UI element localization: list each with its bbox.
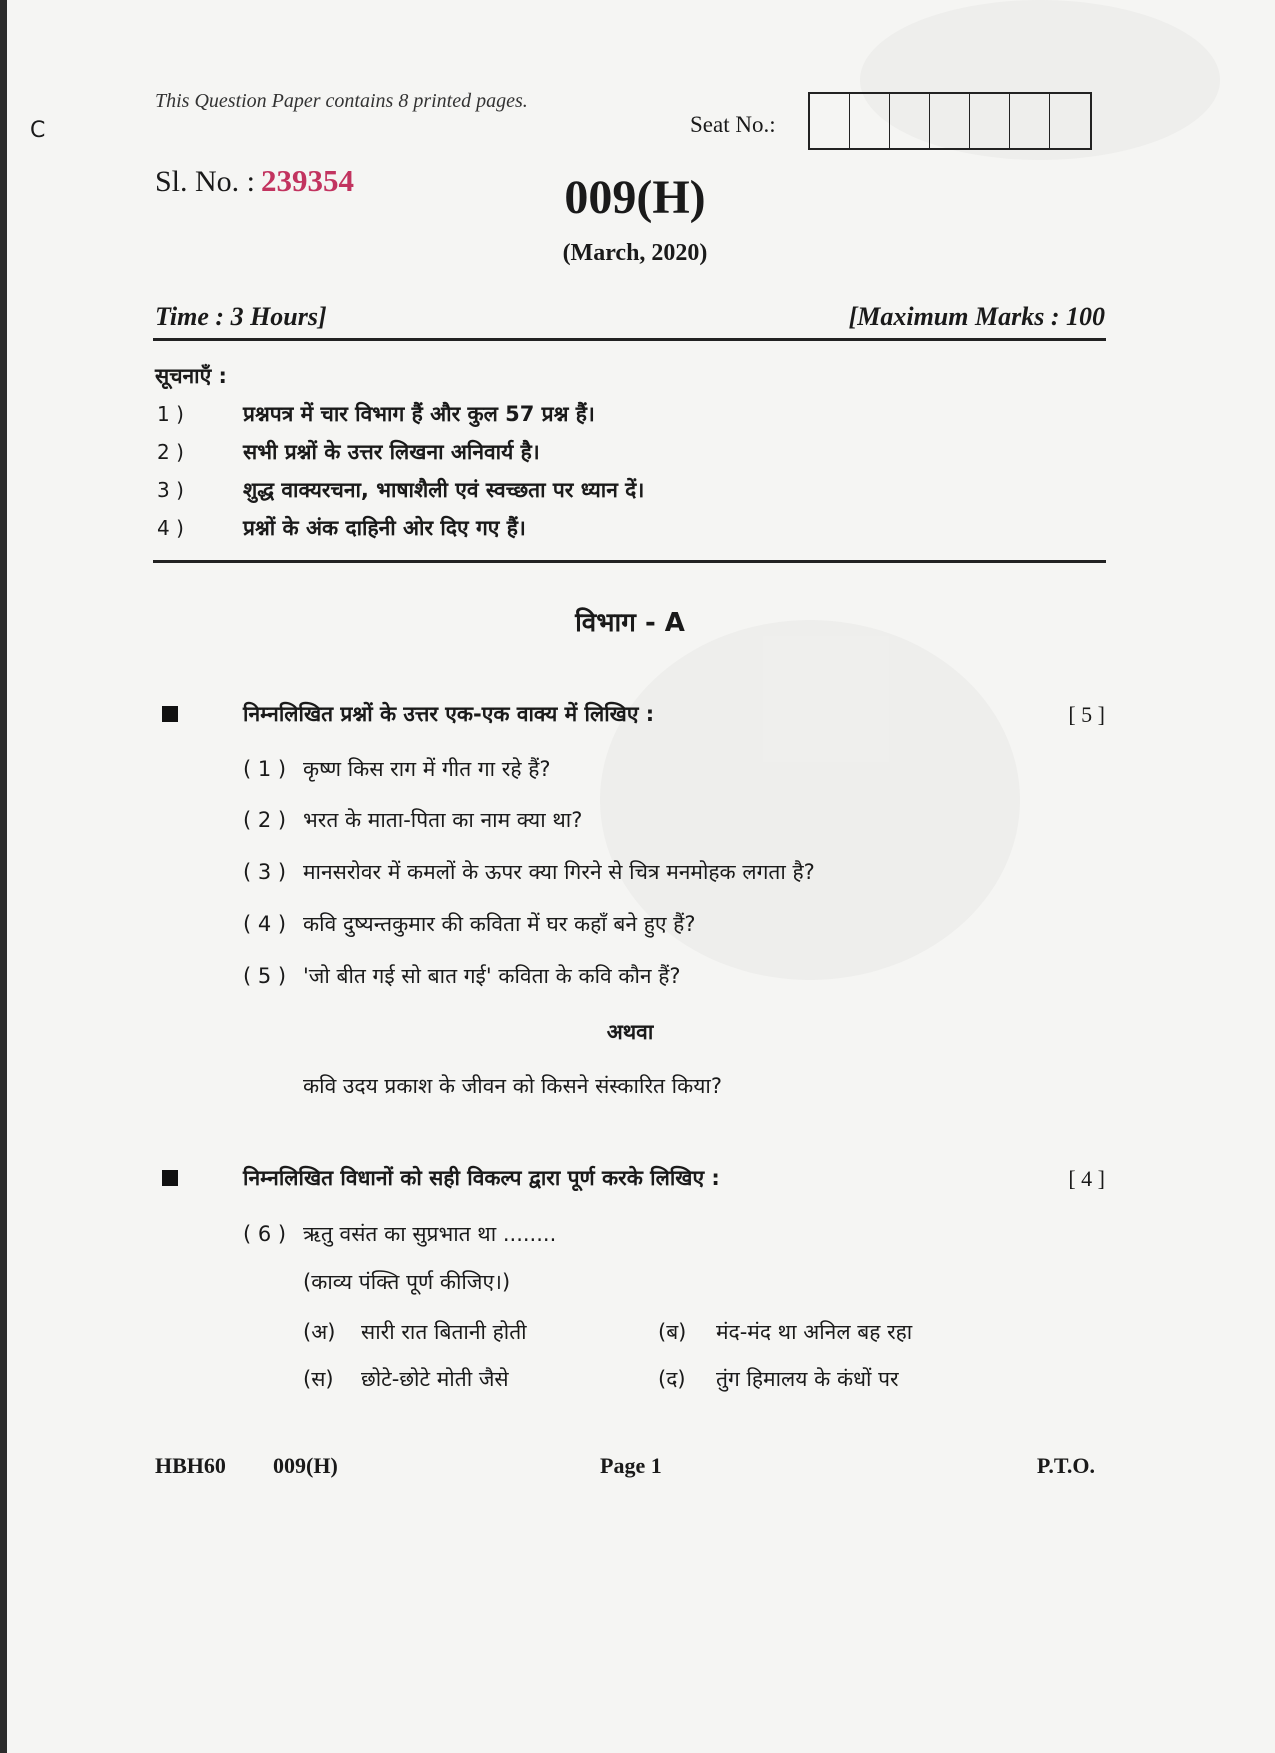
option-key: (अ) (303, 1320, 336, 1344)
alternate-question: कवि उदय प्रकाश के जीवन को किसने संस्कारित किया? (303, 1074, 723, 1098)
or-label: अथवा (606, 1020, 654, 1044)
instructions-divider (153, 560, 1106, 563)
seat-box (970, 94, 1010, 148)
please-turn-over: P.T.O. (1036, 1453, 1095, 1478)
instruction-item: सभी प्रश्नों के उत्तर लिखना अनिवार्य है। (243, 440, 540, 464)
instructions-heading: सूचनाएँ : (155, 364, 227, 388)
paper-date: (March, 2020) (562, 240, 708, 266)
seat-box (1010, 94, 1050, 148)
option-key: (द) (658, 1367, 686, 1391)
seat-number-boxes (808, 92, 1092, 150)
question-number: ( 4 ) (243, 912, 287, 936)
footer-paper-code: 009(H) (273, 1453, 338, 1478)
question-text: ऋतु वसंत का सुप्रभात था ........ (303, 1222, 557, 1246)
instruction-number: 2 ) (157, 440, 184, 464)
seat-box (850, 94, 890, 148)
question-text: भरत के माता-पिता का नाम क्या था? (303, 808, 583, 832)
seat-box (930, 94, 970, 148)
serial-number (155, 163, 354, 199)
question-number: ( 3 ) (243, 860, 287, 884)
question-heading: निम्नलिखित विधानों को सही विकल्प द्वारा पूर्ण करके लिखिए : (243, 1166, 720, 1190)
section-title: विभाग - A (575, 608, 685, 638)
question-text: मानसरोवर में कमलों के ऊपर क्या गिरने से चित्र मनमोहक लगता है? (303, 860, 815, 884)
question-heading: निम्नलिखित प्रश्नों के उत्तर एक-एक वाक्य में लिखिए : (243, 702, 655, 726)
question-text: 'जो बीत गई सो बात गई' कविता के कवि कौन हैं? (303, 964, 681, 988)
question-item (243, 755, 551, 783)
page-edge (0, 0, 7, 1753)
question-marks: [ 4 ] (1068, 1166, 1105, 1191)
question-item (243, 962, 681, 990)
question-item (243, 1220, 556, 1248)
serial-label: Sl. No. : (155, 165, 256, 198)
question-number: ( 1 ) (243, 757, 287, 781)
corner-mark: C (30, 118, 46, 143)
option-item (303, 1365, 509, 1393)
option-text: तुंग हिमालय के कंधों पर (716, 1367, 899, 1391)
option-text: मंद-मंद था अनिल बह रहा (716, 1320, 913, 1344)
footer-code: HBH60 (155, 1453, 226, 1478)
seat-number-label: Seat No.: (690, 112, 776, 137)
option-item (303, 1318, 527, 1346)
option-text: सारी रात बितानी होती (361, 1320, 527, 1344)
instruction-item: प्रश्नों के अंक दाहिनी ओर दिए गए हैं। (243, 516, 526, 540)
question-item (243, 806, 582, 834)
option-text: छोटे-छोटे मोती जैसे (361, 1367, 509, 1391)
page-number: Page 1 (600, 1453, 662, 1478)
option-key: (ब) (658, 1320, 687, 1344)
seat-box (1050, 94, 1090, 148)
instruction-item: शुद्ध वाक्यरचना, भाषाशैली एवं स्वच्छता पर ध्यान दें। (243, 478, 645, 502)
question-text: कृष्ण किस राग में गीत गा रहे हैं? (303, 757, 551, 781)
question-hint: (काव्य पंक्ति पूर्ण कीजिए।) (303, 1270, 511, 1294)
instruction-number: 4 ) (157, 516, 184, 540)
maximum-marks: [Maximum Marks : 100 (848, 302, 1105, 331)
instruction-number: 3 ) (157, 478, 184, 502)
question-number: ( 6 ) (243, 1222, 287, 1246)
option-key: (स) (303, 1367, 334, 1391)
instruction-number: 1 ) (157, 402, 184, 426)
question-text: कवि दुष्यन्तकुमार की कविता में घर कहाँ बने हुए हैं? (303, 912, 696, 936)
question-bullet (162, 1170, 178, 1186)
question-marks: [ 5 ] (1068, 702, 1105, 727)
option-item (658, 1365, 899, 1393)
question-number: ( 5 ) (243, 964, 287, 988)
seat-box (890, 94, 930, 148)
printed-pages-note: This Question Paper contains 8 printed pages. (155, 90, 528, 112)
question-number: ( 2 ) (243, 808, 287, 832)
instruction-item: प्रश्नपत्र में चार विभाग हैं और कुल 57 प्रश्न हैं। (243, 402, 595, 426)
time-allowed: Time : 3 Hours] (155, 302, 327, 331)
paper-code: 009(H) (564, 171, 706, 224)
seat-box (810, 94, 850, 148)
question-bullet (162, 706, 178, 722)
option-item (658, 1318, 912, 1346)
serial-value: 239354 (261, 163, 355, 198)
header-divider (153, 338, 1106, 341)
question-item (243, 910, 695, 938)
question-item (243, 858, 815, 886)
